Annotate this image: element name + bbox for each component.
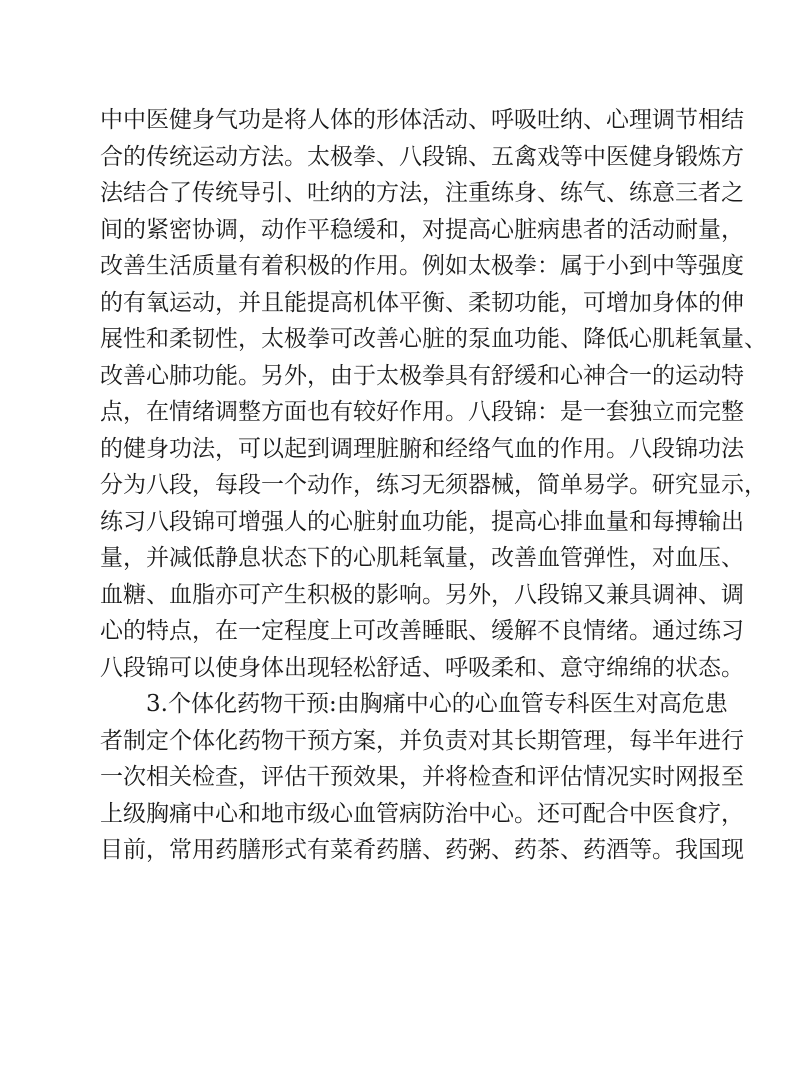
text-line: 改善生活质量有着积极的作用。例如太极拳：属于小到中等强度 (100, 253, 744, 279)
text-line: 改善心肺功能。另外，由于太极拳具有舒缓和心神合一的运动特 (100, 362, 744, 389)
text-line: 血糖、血脂亦可产生积极的影响。另外，八段锦又兼具调神、调 (100, 581, 744, 608)
text-line: 法结合了传统导引、吐纳的方法，注重练身、练气、练意三者之 (100, 180, 744, 206)
section-heading-line: 3.个体化药物干预:由胸痛中心的心血管专科医生对高危患 (146, 691, 728, 717)
text-line: 目前，常用药膳形式有菜肴药膳、药粥、药茶、药酒等。我国现 (100, 837, 744, 863)
text-line: 间的紧密协调，动作平稳缓和，对提高心脏病患者的活动耐量， (100, 216, 744, 243)
text-line: 量，并减低静息状态下的心肌耗氧量，改善血管弹性，对血压、 (100, 545, 744, 571)
text-line: 合的传统运动方法。太极拳、八段锦、五禽戏等中医健身锻炼方 (100, 143, 744, 170)
text-line: 心的特点，在一定程度上可改善睡眠、缓解不良情绪。通过练习 (100, 618, 744, 644)
text-line: 的有氧运动，并且能提高机体平衡、柔韧功能，可增加身体的伸 (100, 289, 744, 316)
text-line: 分为八段，每段一个动作，练习无须器械，简单易学。研究显示， (100, 472, 767, 498)
body-text (100, 102, 767, 869)
text-line: 一次相关检查，评估干预效果，并将检查和评估情况实时网报至 (100, 764, 744, 790)
text-line: 中中医健身气功是将人体的形体活动、呼吸吐纳、心理调节相结 (100, 107, 744, 133)
text-line: 点，在情绪调整方面也有较好作用。八段锦：是一套独立而完整 (100, 399, 744, 425)
text-line: 上级胸痛中心和地市级心血管病防治中心。还可配合中医食疗， (100, 800, 744, 827)
text-line: 八段锦可以使身体出现轻松舒适、呼吸柔和、意守绵绵的状态。 (100, 654, 744, 681)
text-line: 的健身功法，可以起到调理脏腑和经络气血的作用。八段锦功法 (100, 435, 744, 462)
text-line: 展性和柔韧性，太极拳可改善心脏的泵血功能、降低心肌耗氧量、 (100, 326, 767, 352)
text-line: 者制定个体化药物干预方案，并负责对其长期管理，每半年进行 (100, 727, 744, 754)
text-line: 练习八段锦可增强人的心脏射血功能，提高心排血量和每搏输出 (100, 508, 744, 535)
